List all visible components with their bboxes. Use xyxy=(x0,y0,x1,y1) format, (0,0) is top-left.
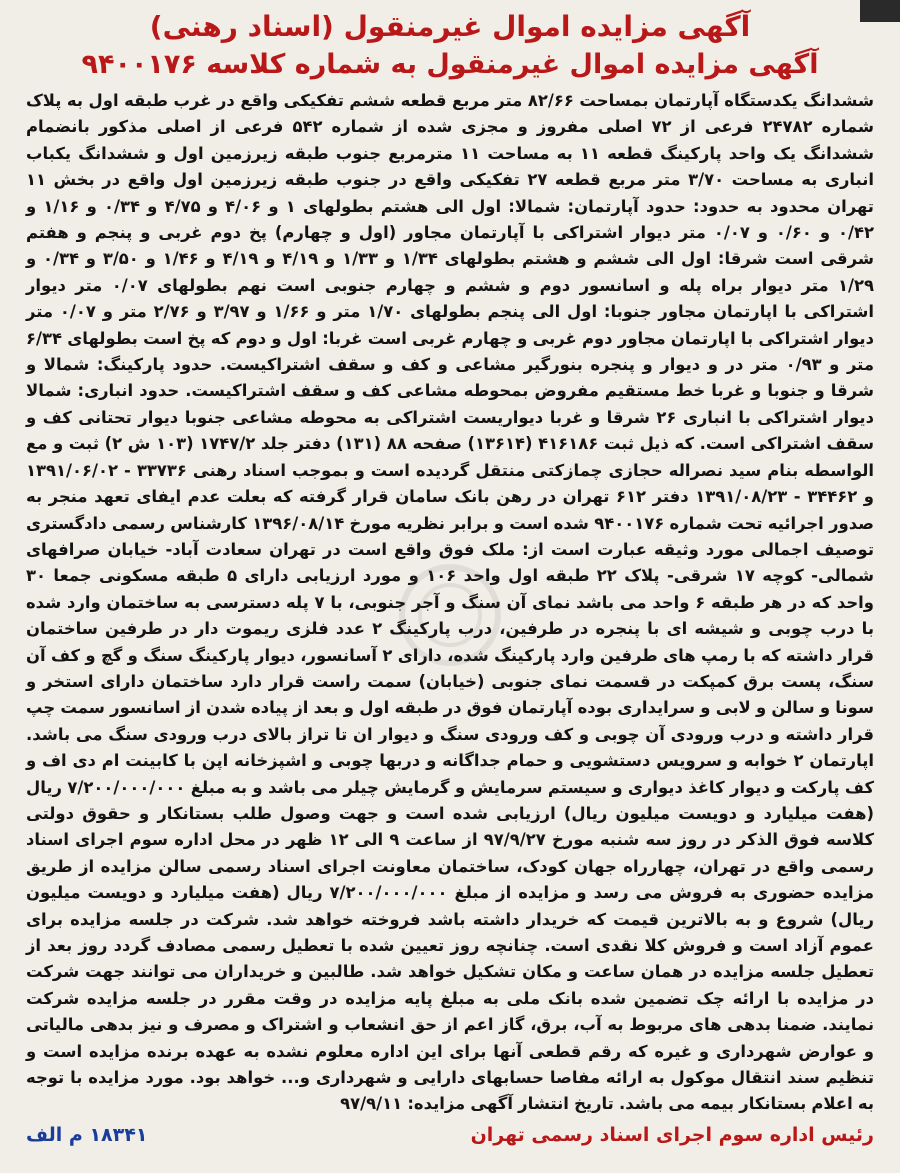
corner-mark xyxy=(860,0,900,22)
notice-footer xyxy=(26,1120,874,1150)
notice-title: آگهی مزایده اموال غیرمنقول (اسناد رهنی) xyxy=(149,10,751,43)
notice-code: ۱۸۳۴۱ م الف xyxy=(26,1124,148,1146)
signature: رئیس اداره سوم اجرای اسناد رسمی تهران xyxy=(470,1124,874,1146)
notice-subtitle: آگهی مزایده اموال غیرمنقول به شماره کلاسه ۹۴۰۰۱۷۶ xyxy=(81,49,819,80)
notice-body: ششدانگ یکدستگاه آپارتمان بمساحت ۸۲/۶۶ متر مربع قطعه ششم تفکیکی واقع در غرب طبقه اول به پلاک شماره ۲۴۷۸۲ فرعی از ۷۲ اصلی مفروز و مجزی شده از شماره ۵۴۲ فرعی از اصلی مذکور بانضمام ششدانگ یک واحد پارکینگ قطعه ۱۱ به مساحت ۱۱ مترمربع جنوب طبقه زیرزمین اول و ششدانگ یکباب انباری به مساحت ۳/۷۰ متر مربع قطعه ۲۷ تفکیکی واقع در جنوب طبقه زیرزمین اول واقع در بخش ۱۱ تهران محدود به حدود: حدود آپارتمان: شمالا: اول الی هشتم بطولهای ۱ و ۴/۰۶ و ۴/۷۵ و ۰/۳۴ و ۱/۱۶ و ۰/۴۲ و ۰/۶۰ و ۰/۰۷ متر دیوار اشتراکی با آپارتمان مجاور (اول و چهارم) پخ دوم غربی و پنجم و هفتم شرقی است شرقا: اول الی ششم و هشتم بطولهای ۱/۳۴ و ۱/۳۳ و ۴/۱۹ و ۴/۱۹ و ۱/۴۶ و ۳/۵۰ و ۰/۳۴ و ۱/۲۹ متر دیوار براه پله و اسانسور دوم و ششم و چهارم جنوبی است نهم بطولهای ۰/۰۷ متر دیوار اشتراکی با اپارتمان مجاور جنوبا: اول الی پنجم بطولهای ۱/۷۰ متر و ۱/۶۶ و ۳/۹۷ و ۲/۷۶ متر و ۰/۰۷ متر دیوار اشتراکی با اپارتمان مجاور دوم غربی و چهارم غربی است غربا: اول و دوم که پخ است بطولهای ۶/۳۴ متر و ۰/۹۳ متر در و دیوار و پنجره بنورگیر مشاعی و کف و سقف اشتراکیست. حدود پارکینگ: شمالا و شرقا و جنوبا و غربا خط مستقیم مفروض بمحوطه مشاعی کف و سقف اشتراکیست. حدود انباری: شمالا دیوار اشتراکی با انباری ۲۶ شرقا و غربا دیواریست اشتراکی به محوطه مشاعی جنوبا دیوار تحتانی کف و سقف اشتراکی است. که ذیل ثبت ۴۱۶۱۸۶ (۱۳۶۱۴) صفحه ۸۸ (۱۳۱) دفتر جلد ۱۷۴۷/۲ (۱۰۳ ش ۲) ثبت و مع الواسطه بنام سید نصراله حجازی چمازکتی منتقل گردیده است و بموجب اسناد رهنی ۳۳۷۳۶ - ۱۳۹۱/۰۶/۰۲ و ۳۴۴۶۲ - ۱۳۹۱/۰۸/۲۳ دفتر ۶۱۲ تهران در رهن بانک سامان قرار گرفته که بعلت عدم ایفای تعهد منجر به صدور اجرائیه تحت شماره ۹۴۰۰۱۷۶ شده است و برابر نظریه مورخ ۱۳۹۶/۰۸/۱۴ کارشناس رسمی دادگستری توصیف اجمالی مورد وثیقه عبارت است از: ملک فوق واقع است در تهران سعادت آباد- خیابان صرافهای شمالی- کوچه ۱۷ شرقی- پلاک ۲۲ طبقه اول واحد ۱۰۶ و مورد ارزیابی دارای ۵ طبقه مسکونی جمعا ۳۰ واحد که در هر طبقه ۶ واحد می باشد نمای آن سنگ و آجر جنوبی، با ۷ پله دسترسی به ساختمان وارد شده با درب چوبی و شیشه ای با پنجره در طرفین، درب پارکینگ ۲ عدد فلزی ریموت دار در طرفین ساختمان قرار داشته که با رمپ های طرفین وارد پارکینگ شده، دارای ۲ آسانسور، دیوار پارکینگ سنگ و گچ و کف آن سنگ، پست برق کمپکت در قسمت نمای جنوبی (خیابان) سمت راست قرار دارد ساختمان دارای استخر و سونا و سالن و لابی و سرایداری بوده آپارتمان فوق در طبقه اول و بعد از پیاده شدن از اسانسور سمت چپ قرار داشته و درب ورودی آن چوبی و کف ورودی سنگ و دیوار ان تا تراز بالای درب ورودی سنگ می باشد. اپارتمان ۲ خوابه و سرویس دستشویی و حمام جداگانه و دربها چوبی و اشپزخانه اپن با کابینت ام دی اف و کف پارکت و دیوار کاغذ دیواری و سیستم سرمایش و گرمایش چیلر می باشد و به مبلغ ۷/۲۰۰/۰۰۰/۰۰۰ ریال (هفت میلیارد و دویست میلیون ریال) ارزیابی شده است و جهت وصول طلب بستانکار و حقوق دولتی کلاسه فوق الذکر در روز سه شنبه مورخ ۹۷/۹/۲۷ از ساعت ۹ الی ۱۲ ظهر در محل اداره سوم اجرای اسناد رسمی واقع در تهران، چهارراه جهان کودک، ساختمان معاونت اجرای اسناد رسمی سالن مزایده از طریق مزایده حضوری به فروش می رسد و مزایده از مبلغ ۷/۲۰۰/۰۰۰/۰۰۰ ریال (هفت میلیارد و دویست میلیون ریال) شروع و به بالاترین قیمت که خریدار داشته باشد فروخته خواهد شد. شرکت در جلسه مزایده برای عموم آزاد است و فروش کلا نقدی است. چنانچه روز تعیین شده با تعطیل رسمی مصادف گردد روز بعد از تعطیل جلسه مزایده در همان ساعت و مکان تشکیل خواهد شد. طالبین و خریداران می توانند جهت شرکت در مزایده با ارائه چک تضمین شده بانک ملی به مبلغ پایه مزایده در وقت مقرر در جلسه مزایده شرکت نمایند. ضمنا بدهی های مربوط به آب، برق، گاز اعم از حق انشعاب و اشتراک و مصرف و نیز بدهی مالیاتی و عوارض شهرداری و غیره که رقم قطعی آنها برای این اداره معلوم نشده به عهده برنده مزایده است و تنظیم سند انتقال موکول به ارائه مفاصا حسابهای دارایی و شهرداری و... خواهد بود. مورد مزایده با توجه به اعلام بستانکار بیمه می باشد. تاریخ انتشار آگهی مزایده: ۹۷/۹/۱۱ xyxy=(26,91,875,1114)
notice-header xyxy=(26,8,874,84)
